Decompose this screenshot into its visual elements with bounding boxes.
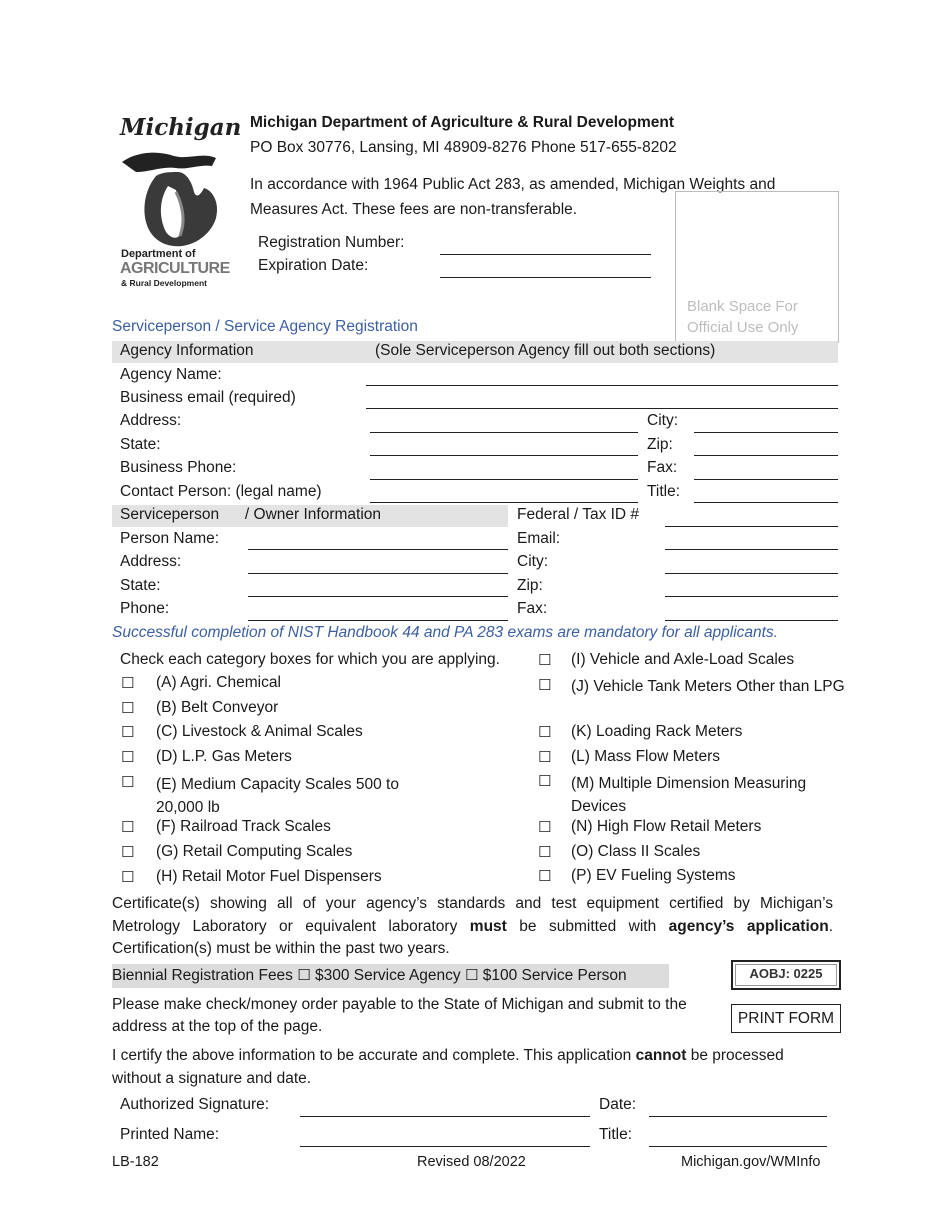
checkbox-c[interactable]: ☐ (121, 723, 135, 741)
category-o-label: (O) Class II Scales (571, 843, 701, 860)
print-form-label: PRINT FORM (737, 1010, 835, 1027)
owner-email-field[interactable] (665, 549, 838, 550)
logo-agriculture-text: AGRICULTURE (120, 260, 230, 277)
certify-paragraph (112, 1045, 792, 1090)
official-use-text: Blank Space For Official Use Only (687, 298, 799, 336)
checkbox-i[interactable]: ☐ (538, 651, 552, 669)
category-h-label: (H) Retail Motor Fuel Dispensers (156, 868, 382, 885)
category-d-label: (D) L.P. Gas Meters (156, 748, 292, 765)
certificate-text-2: be submitted with (506, 917, 669, 935)
owner-address-field[interactable] (248, 573, 508, 574)
signer-title-field[interactable] (649, 1146, 827, 1147)
fee-agency-checkbox[interactable]: ☐ (297, 966, 311, 984)
certificate-must: must (469, 917, 507, 935)
person-name-label: Person Name: (120, 530, 220, 547)
agency-name-field[interactable] (366, 385, 838, 386)
owner-address-label: Address: (120, 553, 182, 570)
checkbox-h[interactable]: ☐ (121, 868, 135, 886)
agency-city-label: City: (647, 412, 678, 429)
agency-phone-label: Business Phone: (120, 459, 237, 476)
fees-label: Biennial Registration Fees (112, 967, 293, 984)
checkbox-e[interactable]: ☐ (121, 773, 135, 791)
owner-zip-field[interactable] (665, 596, 838, 597)
category-f-label: (F) Railroad Track Scales (156, 818, 331, 835)
authorized-signature-field[interactable] (300, 1116, 590, 1117)
owner-state-field[interactable] (248, 596, 508, 597)
agency-phone-field[interactable] (370, 479, 638, 480)
expiration-date-field[interactable] (440, 277, 651, 278)
aobj-box (731, 960, 841, 990)
owner-phone-label: Phone: (120, 600, 170, 617)
owner-fax-label: Fax: (517, 600, 548, 617)
category-i-label: (I) Vehicle and Axle-Load Scales (571, 651, 795, 668)
expiration-date-label: Expiration Date: (258, 257, 369, 274)
payment-note: Please make check/money order payable to the State of Michigan and submit to the address at the top of the page. (112, 996, 687, 1035)
category-g-label: (G) Retail Computing Scales (156, 843, 353, 860)
agency-zip-label: Zip: (647, 436, 673, 453)
owner-fax-field[interactable] (665, 620, 838, 621)
aobj-text: AOBJ: 0225 (749, 966, 823, 981)
signature-date-field[interactable] (649, 1116, 827, 1117)
category-c-label: (C) Livestock & Animal Scales (156, 723, 363, 740)
logo-rural-text: & Rural Development (121, 278, 207, 288)
fee-agency-label: $300 Service Agency (315, 967, 461, 984)
agency-contact-label: Contact Person: (legal name) (120, 483, 322, 500)
checkbox-k[interactable]: ☐ (538, 723, 552, 741)
act-note: In accordance with 1964 Public Act 283, as amended, Michigan Weights and Measures Act. These fees are non-transferable. (250, 176, 776, 218)
fee-person-label: $100 Service Person (482, 967, 627, 984)
printed-name-field[interactable] (300, 1146, 590, 1147)
signature-date-label: Date: (599, 1096, 637, 1113)
certify-text-2: be processed without a signature and date. (112, 1047, 784, 1087)
category-a-label: (A) Agri. Chemical (156, 674, 281, 691)
agency-title-label: Title: (647, 483, 681, 500)
category-p-label: (P) EV Fueling Systems (571, 867, 736, 884)
registration-number-label: Registration Number: (258, 234, 405, 251)
category-instruction: Check each category boxes for which you are applying. (120, 651, 500, 668)
nist-note: Successful completion of NIST Handbook 44 and PA 283 exams are mandatory for all applicants. (112, 624, 778, 641)
agency-contact-field[interactable] (370, 502, 638, 503)
agency-name-label: Agency Name: (120, 366, 222, 383)
certificate-text-3: . Certification(s) must be within the past two years. (112, 917, 834, 957)
agency-header-label: Agency Information (120, 342, 254, 359)
certify-text-1: I certify the above information to be accurate and complete. This application (112, 1047, 636, 1064)
mdard-logo (116, 112, 242, 292)
footer-form-id: LB-182 (112, 1154, 159, 1170)
checkbox-g[interactable]: ☐ (121, 843, 135, 861)
printed-name-label: Printed Name: (120, 1126, 220, 1143)
authorized-signature-label: Authorized Signature: (120, 1096, 270, 1113)
owner-state-label: State: (120, 577, 161, 594)
fee-person-checkbox[interactable]: ☐ (464, 966, 479, 984)
category-l-label: (L) Mass Flow Meters (571, 748, 720, 765)
org-address: PO Box 30776, Lansing, MI 48909-8276 Phone 517-655-8202 (250, 139, 677, 156)
checkbox-m[interactable]: ☐ (538, 772, 552, 790)
category-e-label: (E) Medium Capacity Scales 500 to 20,000 lb (156, 776, 399, 816)
agency-header-note: (Sole Serviceperson Agency fill out both sections) (375, 342, 716, 359)
certificate-text-1: Certificate(s) showing all of your agency’s standards and test equipment certified by Michigan’s Metrology Laboratory or equivalent laboratory (112, 895, 833, 935)
footer-website: Michigan.gov/WMInfo (681, 1154, 821, 1170)
category-b-label: (B) Belt Conveyor (156, 699, 279, 716)
org-name: Michigan Department of Agriculture & Rural Development (250, 114, 675, 131)
footer-revised: Revised 08/2022 (417, 1154, 526, 1170)
agency-address-label: Address: (120, 412, 182, 429)
certificate-agency-app: agency’s application (668, 917, 829, 935)
owner-header-label: Serviceperson / Owner Information (120, 506, 382, 523)
checkbox-p[interactable]: ☐ (538, 867, 552, 885)
agency-state-field[interactable] (370, 455, 638, 456)
checkbox-o[interactable]: ☐ (538, 843, 552, 861)
tax-id-label: Federal / Tax ID # (517, 506, 640, 523)
michigan-map-icon (116, 142, 232, 252)
category-j-label: (J) Vehicle Tank Meters Other than LPG (571, 678, 845, 695)
fees-row (112, 966, 627, 985)
form-title: Serviceperson / Service Agency Registration (112, 318, 418, 335)
category-m-label: (M) Multiple Dimension Measuring Devices (571, 775, 807, 815)
category-n-label: (N) High Flow Retail Meters (571, 818, 762, 835)
agency-address-field[interactable] (370, 432, 638, 433)
agency-fax-field[interactable] (694, 479, 838, 480)
logo-michigan-text: Michigan (120, 114, 242, 141)
agency-zip-field[interactable] (694, 455, 838, 456)
owner-zip-label: Zip: (517, 577, 543, 594)
checkbox-f[interactable]: ☐ (121, 818, 135, 836)
signer-title-label: Title: (599, 1126, 633, 1143)
agency-state-label: State: (120, 436, 161, 453)
category-k-label: (K) Loading Rack Meters (571, 723, 743, 740)
official-use-box (675, 191, 839, 343)
checkbox-b[interactable]: ☐ (121, 699, 135, 717)
owner-city-field[interactable] (665, 573, 838, 574)
checkbox-l[interactable]: ☐ (538, 748, 552, 766)
checkbox-d[interactable]: ☐ (121, 748, 135, 766)
tax-id-field[interactable] (665, 526, 838, 527)
agency-email-label: Business email (required) (120, 389, 296, 406)
owner-email-label: Email: (517, 530, 561, 547)
person-name-field[interactable] (248, 549, 508, 550)
agency-fax-label: Fax: (647, 459, 678, 476)
owner-city-label: City: (517, 553, 548, 570)
checkbox-a[interactable]: ☐ (121, 674, 135, 692)
agency-city-field[interactable] (694, 432, 838, 433)
certify-cannot: cannot (635, 1047, 687, 1064)
logo-department-text: Department of (121, 248, 196, 260)
agency-email-field[interactable] (366, 408, 838, 409)
agency-title-field[interactable] (694, 502, 838, 503)
print-form-button[interactable] (731, 1004, 841, 1033)
checkbox-n[interactable]: ☐ (538, 818, 552, 836)
certificate-paragraph (112, 893, 833, 961)
owner-phone-field[interactable] (248, 620, 508, 621)
registration-number-field[interactable] (440, 254, 651, 255)
checkbox-j[interactable]: ☐ (538, 676, 552, 694)
